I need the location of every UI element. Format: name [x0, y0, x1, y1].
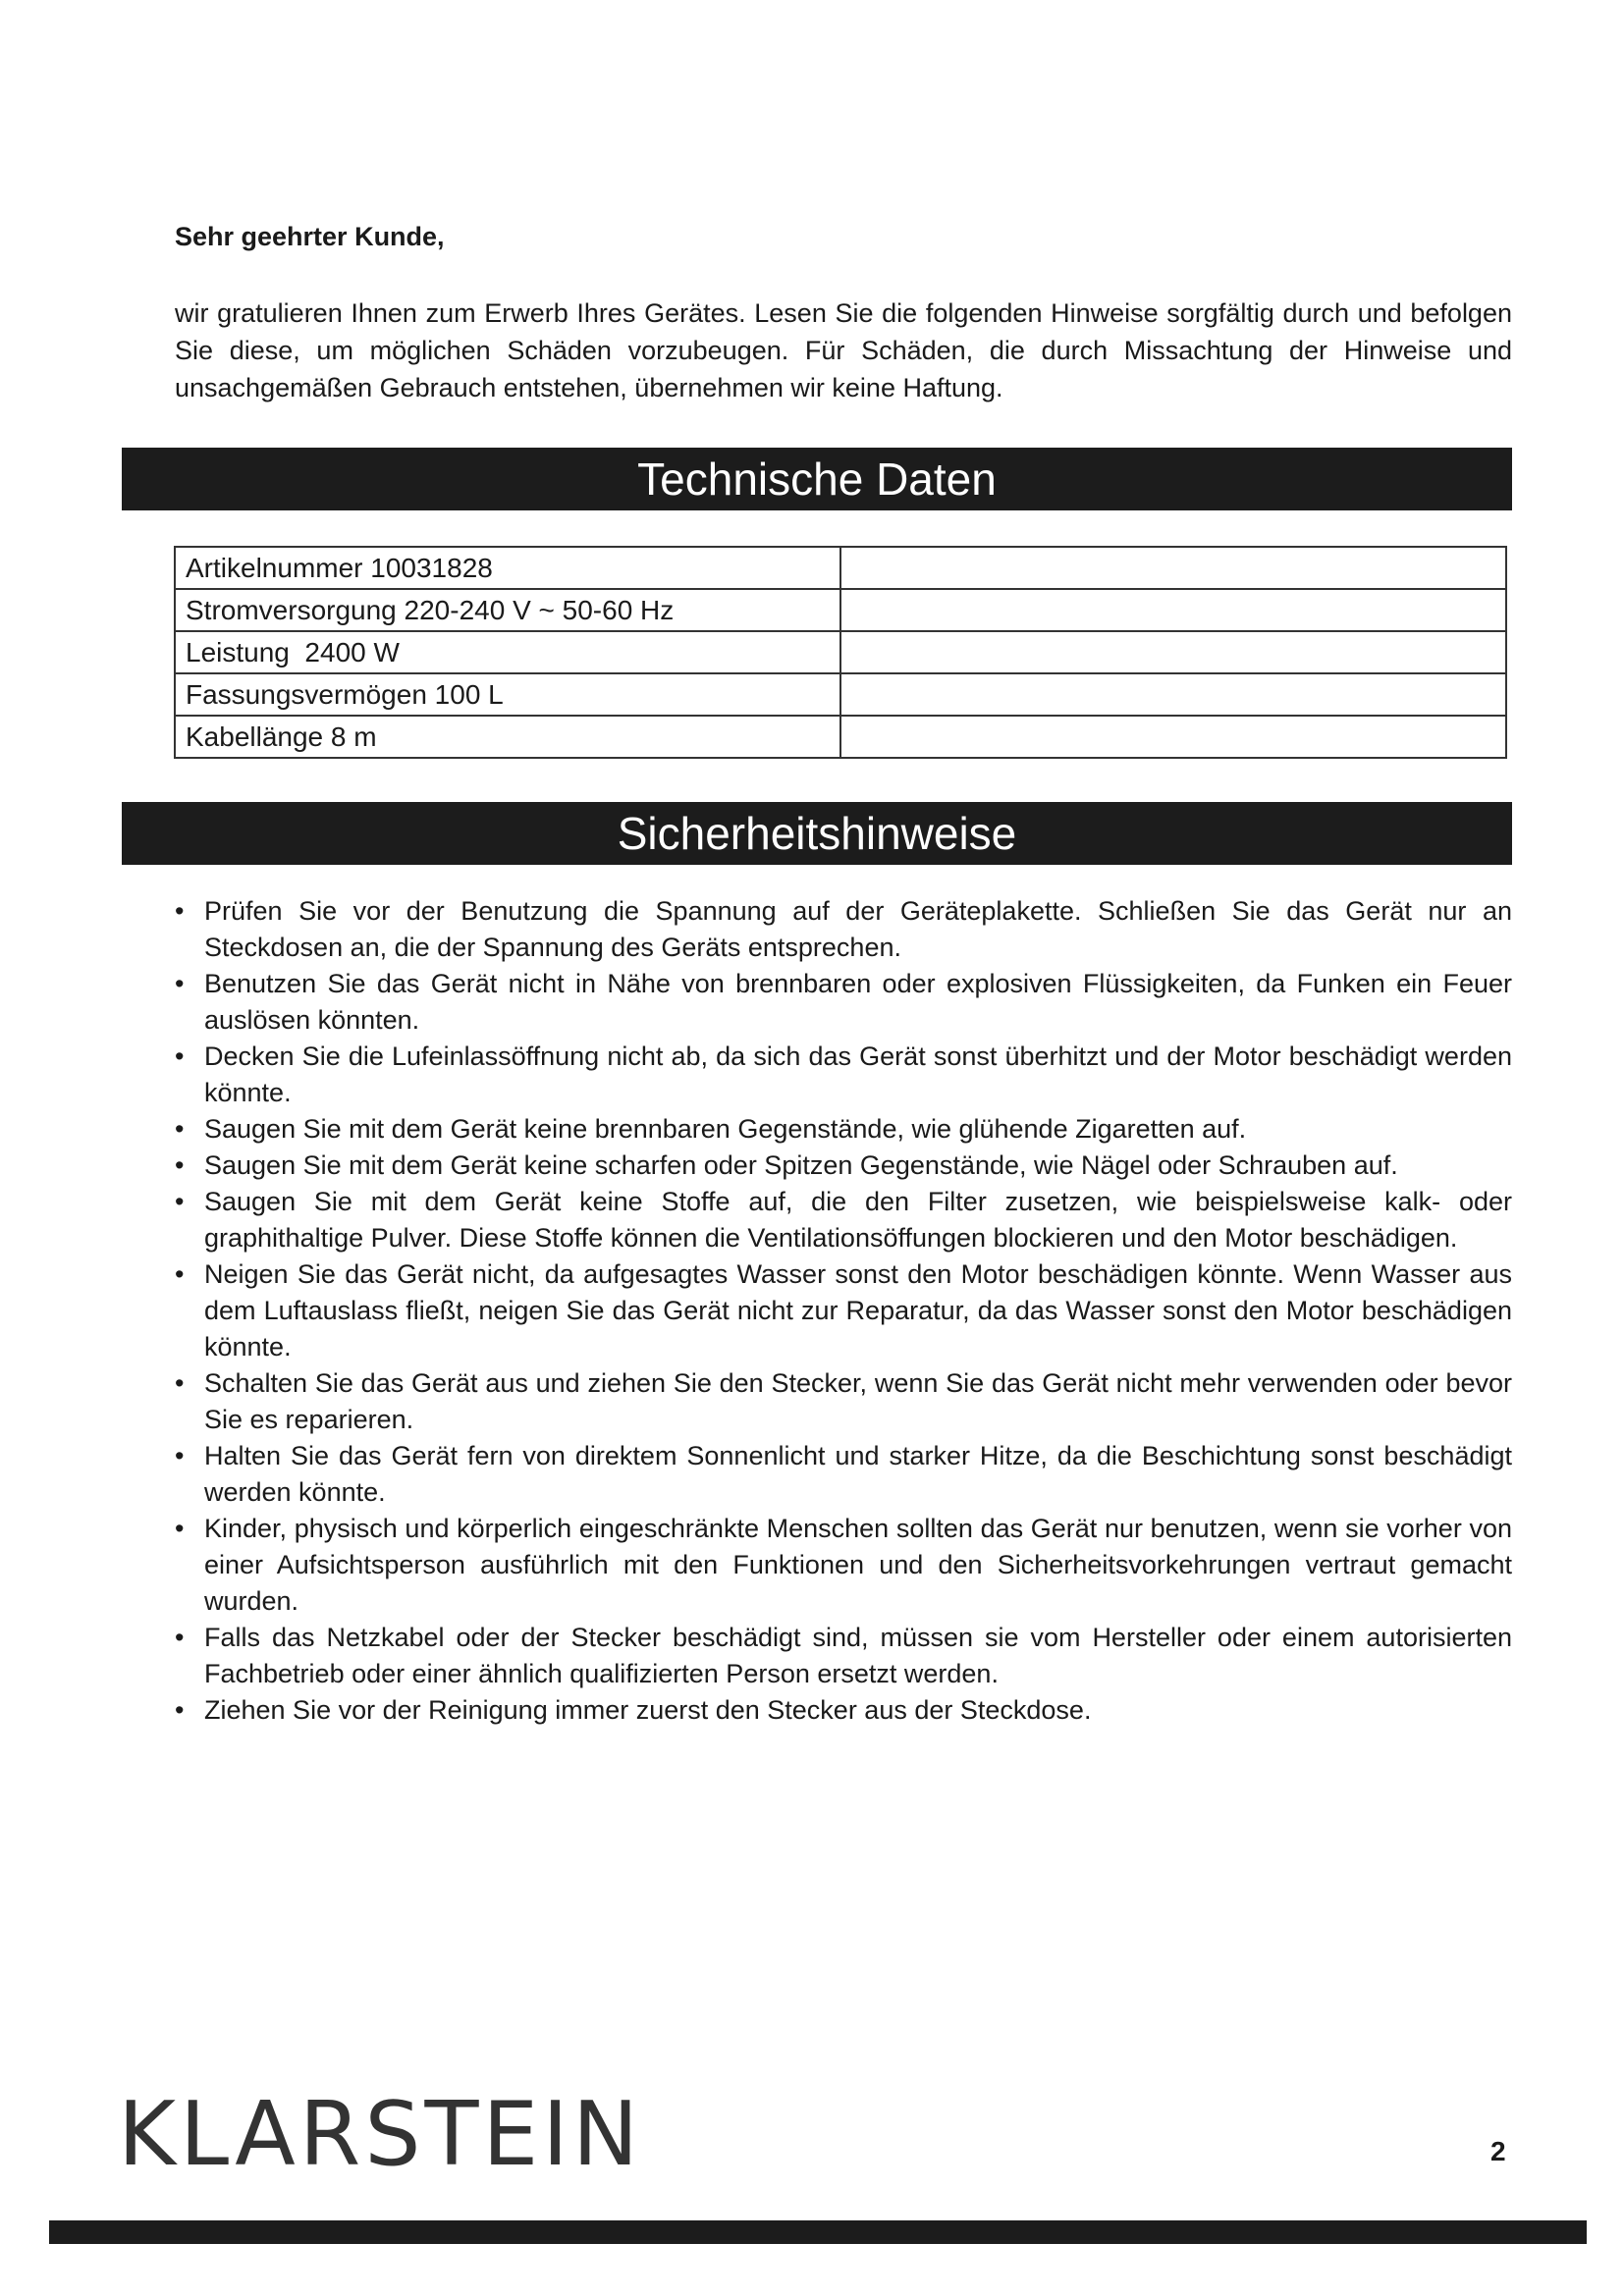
spec-cell: Leistung 2400 W [175, 631, 840, 673]
technical-data-table [174, 546, 1507, 759]
list-item-text: Prüfen Sie vor der Benutzung die Spannung auf der Geräteplakette. Schließen Sie das Gerät nur an Steckdosen an, die der Spannung des Geräts entsprechen. [204, 896, 1512, 962]
spec-cell: Fassungsvermögen 100 L [175, 673, 840, 716]
spec-cell: Artikelnummer 10031828 [175, 547, 840, 589]
list-item-text: Neigen Sie das Gerät nicht, da aufgesagtes Wasser sonst den Motor beschädigen könnte. Wenn Wasser aus dem Luftauslass fließt, neigen Sie das Gerät nicht zur Reparatur, da das Wasser sonst den Motor beschädigen könnte. [204, 1259, 1512, 1362]
list-item [175, 1365, 1512, 1438]
greeting: Sehr geehrter Kunde, [175, 222, 445, 251]
list-item-text: Saugen Sie mit dem Gerät keine scharfen oder Spitzen Gegenstände, wie Nägel oder Schrauben auf. [204, 1150, 1398, 1180]
bullet: • [175, 1441, 185, 1470]
list-item [175, 1438, 1512, 1511]
list-item [175, 1692, 1512, 1729]
technical-data-heading: Technische Daten [122, 448, 1512, 510]
list-item [175, 1256, 1512, 1365]
bullet: • [175, 1623, 185, 1652]
list-item [175, 1620, 1512, 1692]
empty-cell [840, 716, 1506, 758]
list-item-text: Falls das Netzkabel oder der Stecker beschädigt sind, müssen sie vom Hersteller oder einem autorisierten Fachbetrieb oder einer ähnlich qualifizierten Person ersetzt werden. [204, 1623, 1512, 1688]
bullet: • [175, 1041, 185, 1071]
footer-bar [49, 2220, 1587, 2244]
list-item-text: Schalten Sie das Gerät aus und ziehen Sie den Stecker, wenn Sie das Gerät nicht mehr verwenden oder bevor Sie es reparieren. [204, 1368, 1512, 1434]
safety-heading: Sicherheitshinweise [122, 802, 1512, 865]
bullet: • [175, 1368, 185, 1398]
empty-cell [840, 631, 1506, 673]
table-row [175, 673, 1506, 716]
spec-cell: Kabellänge 8 m [175, 716, 840, 758]
bullet: • [175, 1514, 185, 1543]
bullet: • [175, 896, 185, 926]
list-item-text: Benutzen Sie das Gerät nicht in Nähe von brennbaren oder explosiven Flüssigkeiten, da Funken ein Feuer auslösen könnten. [204, 969, 1512, 1035]
brand-logo: KLARSTEIN [118, 2083, 643, 2186]
list-item-text: Saugen Sie mit dem Gerät keine brennbaren Gegenstände, wie glühende Zigaretten auf. [204, 1114, 1247, 1144]
table-row [175, 631, 1506, 673]
table-row [175, 716, 1506, 758]
list-item [175, 1511, 1512, 1620]
intro-paragraph: wir gratulieren Ihnen zum Erwerb Ihres Gerätes. Lesen Sie die folgenden Hinweise sorgfältig durch und befolgen Sie diese, um möglichen Schäden vorzubeugen. Für Schäden, die durch Missachtung der Hinweise und unsachgemäßen Gebrauch entstehen, übernehmen wir keine Haftung. [175, 298, 1512, 402]
empty-cell [840, 673, 1506, 716]
list-item-text: Halten Sie das Gerät fern von direktem Sonnenlicht und starker Hitze, da die Beschichtung sonst beschädigt werden könnte. [204, 1441, 1512, 1507]
spec-cell: Stromversorgung 220-240 V ~ 50-60 Hz [175, 589, 840, 631]
bullet: • [175, 1187, 185, 1216]
list-item [175, 1184, 1512, 1256]
list-item-text: Kinder, physisch und körperlich eingeschränkte Menschen sollten das Gerät nur benutzen, wenn sie vorher von einer Aufsichtsperson ausführlich mit den Funktionen und den Sicherheitsvorkehrungen vertraut gemacht wurden. [204, 1514, 1512, 1616]
safety-list [175, 893, 1512, 1729]
table-row [175, 547, 1506, 589]
bullet: • [175, 1259, 185, 1289]
bullet: • [175, 969, 185, 998]
bullet: • [175, 1114, 185, 1144]
page-number: 2 [1490, 2136, 1506, 2166]
empty-cell [840, 547, 1506, 589]
bullet: • [175, 1150, 185, 1180]
list-item [175, 1148, 1512, 1184]
list-item-text: Decken Sie die Lufeinlassöffnung nicht ab, da sich das Gerät sonst überhitzt und der Motor beschädigt werden könnte. [204, 1041, 1512, 1107]
list-item-text: Ziehen Sie vor der Reinigung immer zuerst den Stecker aus der Steckdose. [204, 1695, 1092, 1725]
list-item [175, 966, 1512, 1039]
bullet: • [175, 1695, 185, 1725]
list-item [175, 1111, 1512, 1148]
empty-cell [840, 589, 1506, 631]
list-item [175, 893, 1512, 966]
table-row [175, 589, 1506, 631]
list-item-text: Saugen Sie mit dem Gerät keine Stoffe auf, die den Filter zusetzen, wie beispielsweise kalk- oder graphithaltige Pulver. Diese Stoffe können die Ventilationsöffungen blockieren und den Motor beschädigen. [204, 1187, 1512, 1253]
list-item [175, 1039, 1512, 1111]
